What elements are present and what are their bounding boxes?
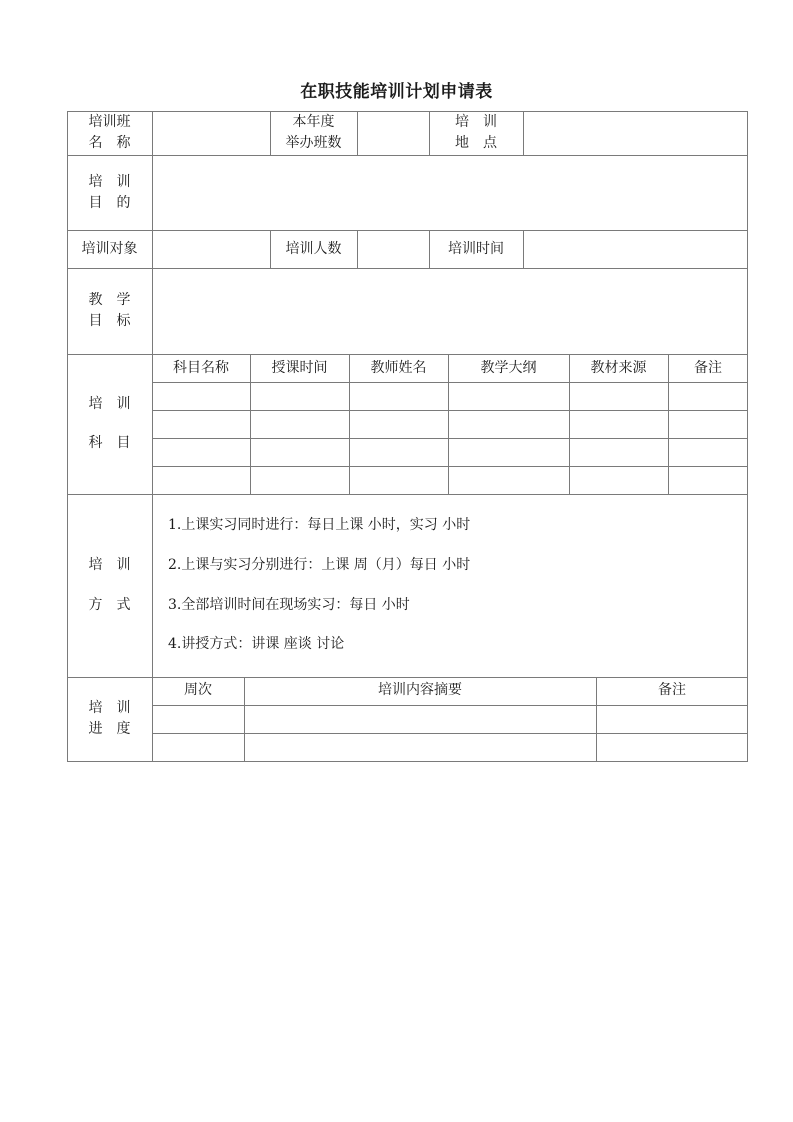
progress-table-row[interactable] <box>153 706 747 733</box>
training-target-label: 培训对象 <box>81 241 138 257</box>
progress-table-row[interactable] <box>153 734 747 761</box>
training-time-label: 培训时间 <box>448 241 504 257</box>
subject-table-row[interactable] <box>153 439 747 466</box>
row-divider <box>67 494 748 495</box>
training-location-field[interactable] <box>524 112 747 155</box>
teaching-goal-label: 教 学 <box>88 292 131 308</box>
page-title: 在职技能培训计划申请表 <box>300 82 493 102</box>
method-option: 2.上课与实习分别进行：上课 周（月）每日 小时 <box>168 557 471 573</box>
subject-table-row[interactable] <box>153 383 747 410</box>
class-name-label: 名 称 <box>88 135 131 151</box>
training-subjects-label: 科 目 <box>88 435 131 451</box>
method-option: 1.上课实习同时进行：每日上课 小时，实习 小时 <box>168 517 471 533</box>
training-purpose-label: 目 的 <box>88 195 131 211</box>
row-divider <box>67 677 748 678</box>
content-summary-header: 培训内容摘要 <box>378 682 462 698</box>
training-purpose-label: 培 训 <box>88 174 131 190</box>
syllabus-header: 教学大纲 <box>480 360 537 376</box>
class-name-field[interactable] <box>153 112 270 155</box>
method-option: 3.全部培训时间在现场实习：每日 小时 <box>168 597 410 613</box>
training-headcount-label: 培训人数 <box>285 241 342 257</box>
teacher-name-header: 教师姓名 <box>370 360 427 376</box>
subject-table-row[interactable] <box>153 467 747 494</box>
training-purpose-field[interactable] <box>153 156 747 230</box>
training-location-label: 培 训 <box>455 114 497 130</box>
class-name-label: 培训班 <box>88 114 131 130</box>
training-time-field[interactable] <box>524 231 747 268</box>
training-method-label: 培 训 <box>88 557 131 573</box>
method-option: 4.讲授方式：讲课 座谈 讨论 <box>168 636 345 652</box>
teaching-goal-field[interactable] <box>153 269 747 354</box>
subject-table-row[interactable] <box>153 411 747 438</box>
material-source-header: 教材来源 <box>590 360 647 376</box>
training-headcount-field[interactable] <box>358 231 429 268</box>
training-subjects-label: 培 训 <box>88 396 131 412</box>
training-progress-label: 培 训 <box>88 700 131 716</box>
annual-class-count-label: 举办班数 <box>285 135 342 151</box>
teaching-goal-label: 目 标 <box>88 313 131 329</box>
lecture-hours-header: 授课时间 <box>271 360 328 376</box>
remarks-header: 备注 <box>694 360 722 376</box>
remarks-header: 备注 <box>658 682 686 698</box>
training-method-label: 方 式 <box>88 597 131 613</box>
subject-name-header: 科目名称 <box>173 360 229 376</box>
training-target-field[interactable] <box>153 231 270 268</box>
training-progress-label: 进 度 <box>88 721 131 737</box>
week-header: 周次 <box>184 682 212 698</box>
annual-class-count-label: 本年度 <box>292 114 335 130</box>
training-location-label: 地 点 <box>455 135 497 151</box>
annual-class-count-field[interactable] <box>358 112 429 155</box>
row-divider <box>67 354 748 355</box>
